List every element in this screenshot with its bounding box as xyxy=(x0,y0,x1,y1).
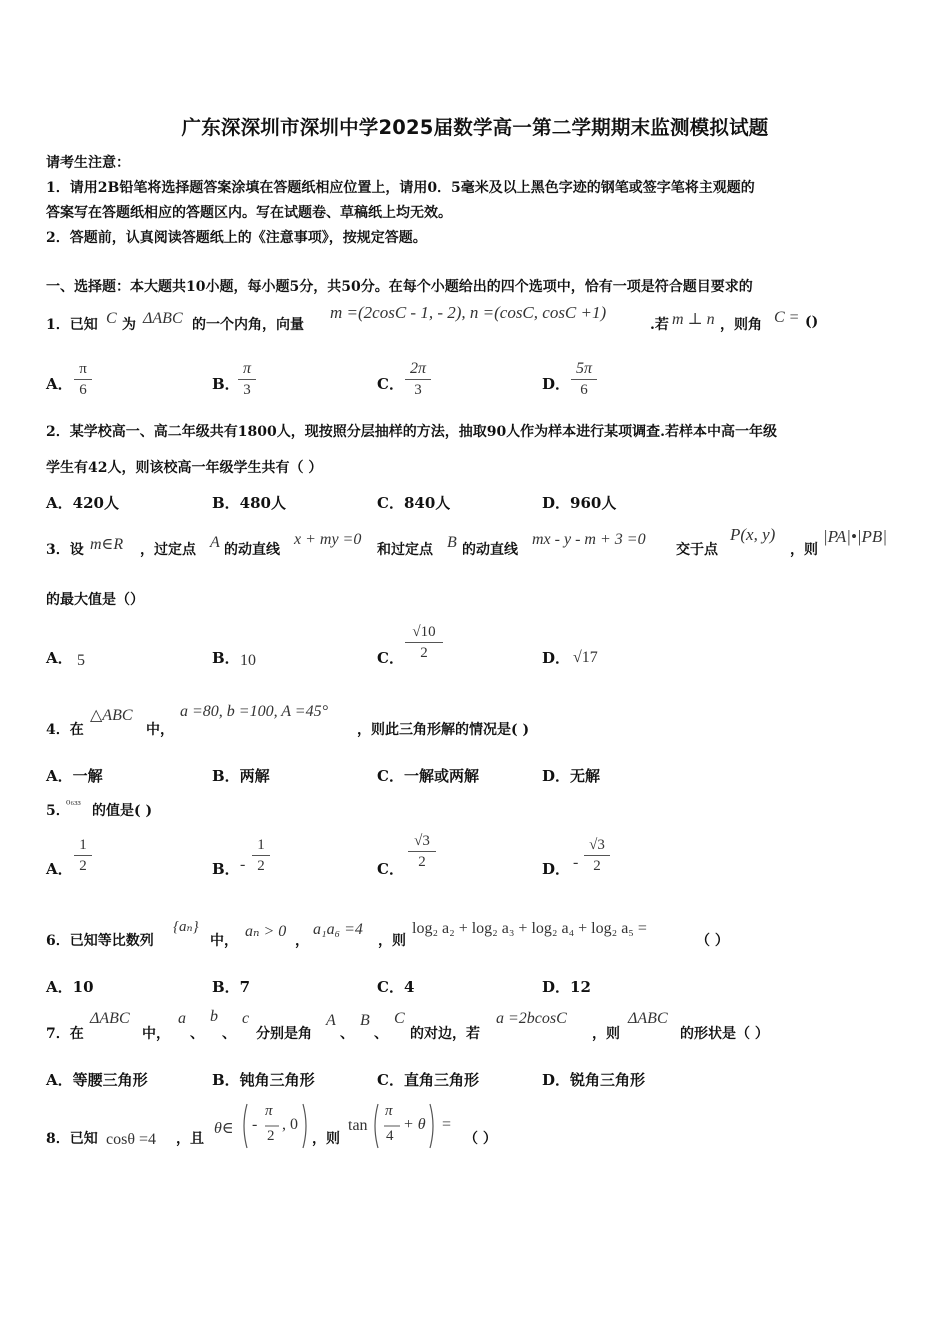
q6-option-a: A．10 xyxy=(46,978,94,996)
q1-vectors: m =(2cosC - 1, - 2), n =(cosC, cosC +1) xyxy=(330,303,607,322)
q5-option-c: √3 2 xyxy=(408,832,436,871)
q7-triangle-2: ΔABC xyxy=(628,1010,668,1027)
q2-option-a: A．420人 xyxy=(46,494,119,512)
q1-perp: m ⊥ n xyxy=(672,311,715,328)
q3-option-d: √17 xyxy=(573,649,598,666)
q2-option-c: C．840人 xyxy=(377,494,451,512)
q7-sep: 、 xyxy=(222,1026,236,1042)
q6-expression: log₂ a₂ + log₂ a₃ + log₂ a₄ + log₂ a₅ = xyxy=(412,920,647,937)
section-heading: 一、选择题：本大题共10小题，每小题5分，共50分。在每个小题给出的四个选项中，恰有一项是符合题目要求的 xyxy=(46,279,753,295)
q6-option-d: D．12 xyxy=(542,978,591,996)
q2-line-2: 学生有42人，则该校高一年级学生共有（ ） xyxy=(46,460,323,476)
q6-text: ， xyxy=(295,933,309,949)
q3-option-c: √10 2 xyxy=(405,623,443,662)
q5-option-a-label: A． xyxy=(46,860,73,878)
q4-option-c: C．一解或两解 xyxy=(377,767,479,785)
q7-text: 的形状是（ ） xyxy=(680,1026,769,1042)
q3-number: 3．设 xyxy=(46,542,84,558)
q8-pi: π xyxy=(265,1103,273,1119)
page-title: 广东深深圳市深圳中学2025届数学高一第二学期期末监测模拟试题 xyxy=(181,116,769,139)
q2-option-d: D．960人 xyxy=(542,494,617,512)
q7-number: 7．在 xyxy=(46,1026,84,1042)
q7-side-c: c xyxy=(242,1010,250,1027)
q1-option-c-label: C． xyxy=(377,375,404,393)
q1-option-a: π 6 xyxy=(74,360,92,399)
q2-option-b: B．480人 xyxy=(212,494,286,512)
q7-angle-b: B xyxy=(360,1012,370,1029)
q6-text: （ ） xyxy=(696,933,729,949)
q5-option-b: 1 2 xyxy=(252,836,270,875)
q1-text: 的一个内角，向量 xyxy=(192,317,304,333)
q6-sequence: {aₙ} xyxy=(173,919,199,935)
q7-option-d: D．锐角三角形 xyxy=(542,1071,646,1089)
q8-pi-2: π xyxy=(385,1103,393,1119)
notice-line-1: 1．请用2B铅笔将选择题答案涂填在答题纸相应位置上，请用0．5毫米及以上黑色字迹的钢笔或签字笔将主观题的 xyxy=(46,180,755,196)
q3-point-p: P(x, y) xyxy=(730,525,776,544)
q3-option-a-label: A． xyxy=(46,649,73,667)
q3-option-b: 10 xyxy=(240,652,256,669)
q8-text: ，且 xyxy=(176,1131,204,1147)
q8-minus: - xyxy=(252,1116,258,1133)
q3-option-b-label: B． xyxy=(212,649,240,667)
q1-option-b-label: B． xyxy=(212,375,240,393)
q5-number: 5． xyxy=(46,803,70,819)
q7-text: 的对边，若 xyxy=(410,1026,480,1042)
q8-plus-theta: + θ xyxy=(403,1116,426,1133)
q5-option-c-label: C． xyxy=(377,860,404,878)
q3-option-d-label: D． xyxy=(542,649,571,667)
q7-triangle: ΔABC xyxy=(90,1010,130,1027)
q7-option-a: A．等腰三角形 xyxy=(46,1071,148,1089)
q6-condition-2: a₁a₆ =4 xyxy=(313,921,363,938)
q3-text: 和过定点 xyxy=(377,542,433,558)
q1-text: .若 xyxy=(650,317,669,333)
q5-option-d: √3 2 xyxy=(584,836,610,875)
q8-condition: cosθ =4 xyxy=(106,1131,157,1148)
q7-side-b: b xyxy=(210,1008,218,1025)
q1-number: 1．已知 xyxy=(46,317,98,333)
q4-conditions: a =80, b =100, A =45° xyxy=(180,703,328,720)
q8-text: ，则 xyxy=(312,1131,340,1147)
q5-option-d-label: D． xyxy=(542,860,571,878)
q7-side-a: a xyxy=(178,1010,186,1027)
q1-var-c: C xyxy=(106,310,117,327)
q3-text: ，过定点 xyxy=(140,542,196,558)
q3-line-2-text: 的最大值是（） xyxy=(46,592,144,608)
q5-text: 的值是( ) xyxy=(92,803,153,819)
q3-point-b: B xyxy=(447,534,457,551)
q3-text: ，则 xyxy=(790,542,818,558)
notice-line-2: 答案写在答题纸相应的答题区内。写在试题卷、草稿纸上均无效。 xyxy=(46,205,452,221)
q3-text: 的动直线 xyxy=(462,542,518,558)
q6-option-b: B．7 xyxy=(212,978,251,996)
q1-option-a-label: A． xyxy=(46,375,73,393)
q4-option-b: B．两解 xyxy=(212,767,270,785)
notice-line-3: 2．答题前，认真阅读答题纸上的《注意事项》，按规定答题。 xyxy=(46,230,427,246)
q4-option-a: A．一解 xyxy=(46,767,103,785)
q8-two: 2 xyxy=(267,1128,275,1144)
q7-text: 中， xyxy=(142,1026,170,1042)
q1-text: () xyxy=(805,314,819,330)
q7-text: ，则 xyxy=(592,1026,620,1042)
q6-text: 中， xyxy=(210,933,238,949)
q7-sep: 、 xyxy=(190,1026,204,1042)
q3-line-1: x + my =0 xyxy=(294,531,362,548)
q3-point-a: A xyxy=(210,534,220,551)
q8-text: （ ） xyxy=(464,1131,497,1147)
q1-option-d: 5π 6 xyxy=(571,360,597,399)
q7-text: 分别是角 xyxy=(256,1026,312,1042)
q4-text: 中， xyxy=(146,722,174,738)
q3-option-c-label: C． xyxy=(377,649,404,667)
q8-number: 8．已知 xyxy=(46,1131,98,1147)
q4-text: ，则此三角形解的情况是( ) xyxy=(357,722,530,738)
q8-tan: tan xyxy=(348,1117,368,1134)
q3-expression: |PA|•|PB| xyxy=(823,527,887,546)
q6-text: ，则 xyxy=(378,933,406,949)
q4-number: 4．在 xyxy=(46,722,84,738)
q4-triangle: △ABC xyxy=(90,707,133,724)
q5-expression: ⁰⁶³³ xyxy=(66,799,81,811)
q3-option-a: 5 xyxy=(77,652,85,669)
q3-text: 的动直线 xyxy=(224,542,280,558)
q7-angle-a: A xyxy=(326,1012,336,1029)
q8-equals: = xyxy=(442,1116,452,1133)
q6-condition-1: aₙ > 0 xyxy=(245,923,287,940)
q5-option-b-sign: - xyxy=(240,856,246,873)
q8-theta-in: θ∈ xyxy=(214,1120,234,1137)
notice-heading: 请考生注意： xyxy=(46,155,130,171)
q3-text: 交于点 xyxy=(676,542,718,558)
q7-sep: 、 xyxy=(340,1026,354,1042)
q1-text: 为 xyxy=(122,317,136,333)
q7-option-c: C．直角三角形 xyxy=(377,1071,479,1089)
q8-zero: , 0 xyxy=(282,1116,298,1133)
q3-m-in-r: m∈R xyxy=(90,536,124,553)
q2-line-1: 2．某学校高一、高二年级共有1800人，现按照分层抽样的方法，抽取90人作为样本进行某项调查.若样本中高一年级 xyxy=(46,424,778,440)
q7-condition: a =2bcosC xyxy=(496,1010,567,1027)
q3-line-2: mx - y - m + 3 =0 xyxy=(532,531,646,548)
q7-sep: 、 xyxy=(374,1026,388,1042)
q5-option-a: 1 2 xyxy=(74,836,92,875)
q1-option-c: 2π 3 xyxy=(405,360,431,399)
q7-angle-c: C xyxy=(394,1010,405,1027)
q7-option-b: B．钝角三角形 xyxy=(212,1071,315,1089)
q4-option-d: D．无解 xyxy=(542,767,601,785)
q1-text: ，则角 xyxy=(720,317,762,333)
q6-number: 6．已知等比数列 xyxy=(46,933,154,949)
q8-four: 4 xyxy=(386,1128,394,1144)
q1-c-eq: C = xyxy=(774,309,800,326)
q6-option-c: C．4 xyxy=(377,978,415,996)
q5-option-d-sign: - xyxy=(573,854,579,871)
q5-option-b-label: B． xyxy=(212,860,240,878)
q1-triangle: ΔABC xyxy=(143,310,183,327)
q1-option-b: π 3 xyxy=(238,360,256,399)
q1-option-d-label: D． xyxy=(542,375,571,393)
